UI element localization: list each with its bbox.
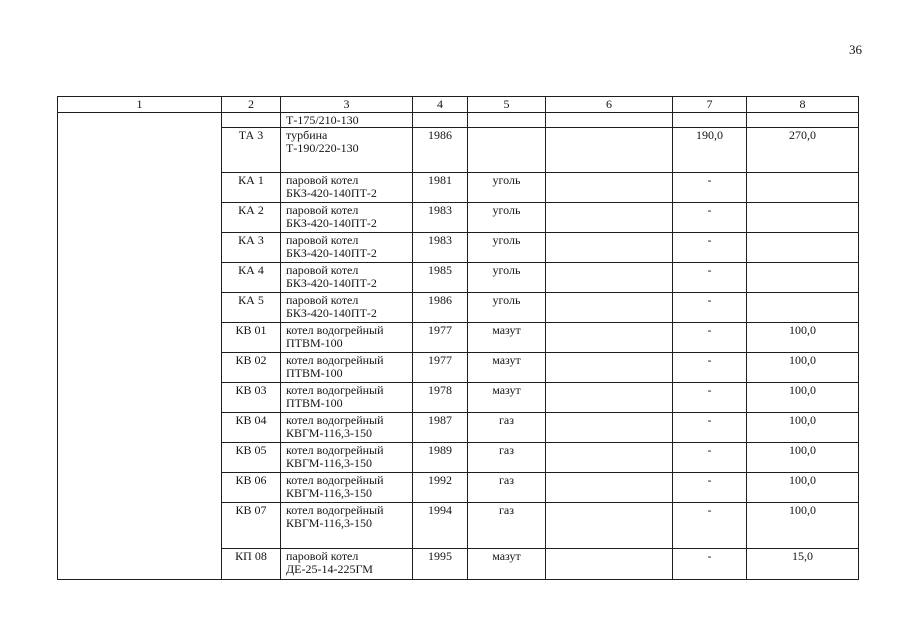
cell-code: КВ 03 <box>222 383 281 413</box>
cell-col6 <box>546 443 673 473</box>
cell-name <box>281 503 413 549</box>
cell-col8 <box>747 293 859 323</box>
cell-year: 1989 <box>413 443 468 473</box>
cell-year: 1983 <box>413 203 468 233</box>
cell-col8: 15,0 <box>747 549 859 580</box>
cell-col7: - <box>673 233 747 263</box>
cell-col7: - <box>673 549 747 580</box>
cell-code: КА 2 <box>222 203 281 233</box>
cell-col7: - <box>673 173 747 203</box>
cell-col7: - <box>673 503 747 549</box>
cell-name-type: паровой котел <box>286 549 359 563</box>
cell-name-model: ПТВМ-100 <box>286 366 343 380</box>
cell-name <box>281 173 413 203</box>
cell-code: КВ 04 <box>222 413 281 443</box>
header-col-6: 6 <box>546 97 673 113</box>
cell-name-model: ДЕ-25-14-225ГМ <box>286 562 373 576</box>
cell-col8: 100,0 <box>747 413 859 443</box>
cell-name <box>281 413 413 443</box>
cell-col6 <box>546 233 673 263</box>
header-col-3: 3 <box>281 97 413 113</box>
cell-year: 1986 <box>413 293 468 323</box>
cell-name-model: БКЗ-420-140ПТ-2 <box>286 306 377 320</box>
header-col-8: 8 <box>747 97 859 113</box>
cell-name <box>281 473 413 503</box>
cell-fuel: уголь <box>468 233 546 263</box>
cell-fuel: уголь <box>468 263 546 293</box>
cell-fuel: газ <box>468 503 546 549</box>
cell-name-model: БКЗ-420-140ПТ-2 <box>286 276 377 290</box>
cell-year <box>413 113 468 128</box>
cell-name <box>281 443 413 473</box>
cell-col7: 190,0 <box>673 128 747 173</box>
cell-fuel: газ <box>468 443 546 473</box>
cell-name-type: паровой котел <box>286 203 359 217</box>
cell-fuel: уголь <box>468 173 546 203</box>
cell-col7: - <box>673 353 747 383</box>
cell-col8: 100,0 <box>747 383 859 413</box>
cell-name-model: БКЗ-420-140ПТ-2 <box>286 246 377 260</box>
cell-name-model: БКЗ-420-140ПТ-2 <box>286 216 377 230</box>
cell-col7 <box>673 113 747 128</box>
cell-col6 <box>546 263 673 293</box>
cell-name <box>281 233 413 263</box>
cell-year: 1981 <box>413 173 468 203</box>
cell-year: 1978 <box>413 383 468 413</box>
cell-code: КВ 07 <box>222 503 281 549</box>
cell-col8: 100,0 <box>747 353 859 383</box>
cell-name-type: котел водогрейный <box>286 353 384 367</box>
cell-year: 1977 <box>413 353 468 383</box>
cell-fuel: мазут <box>468 323 546 353</box>
cell-col7: - <box>673 293 747 323</box>
table-row <box>58 113 859 128</box>
cell-year: 1992 <box>413 473 468 503</box>
cell-name <box>281 549 413 580</box>
cell-name-model: БКЗ-420-140ПТ-2 <box>286 186 377 200</box>
col-1-merged-cell <box>58 113 222 580</box>
cell-code <box>222 113 281 128</box>
cell-col6 <box>546 113 673 128</box>
cell-col7: - <box>673 413 747 443</box>
cell-col6 <box>546 549 673 580</box>
cell-name-model: Т-175/210-130 <box>286 113 359 127</box>
header-col-4: 4 <box>413 97 468 113</box>
cell-name-model: КВГМ-116,3-150 <box>286 426 373 440</box>
cell-code: КА 5 <box>222 293 281 323</box>
cell-col8 <box>747 233 859 263</box>
cell-code: КА 4 <box>222 263 281 293</box>
header-row <box>58 97 859 113</box>
cell-year: 1977 <box>413 323 468 353</box>
cell-fuel: мазут <box>468 353 546 383</box>
cell-year: 1983 <box>413 233 468 263</box>
cell-name-type: котел водогрейный <box>286 413 384 427</box>
cell-col7: - <box>673 473 747 503</box>
table-body <box>58 113 859 580</box>
cell-col6 <box>546 353 673 383</box>
cell-year: 1994 <box>413 503 468 549</box>
cell-name-type: турбина <box>286 128 328 142</box>
cell-col7: - <box>673 383 747 413</box>
cell-fuel: мазут <box>468 383 546 413</box>
cell-year: 1986 <box>413 128 468 173</box>
cell-col6 <box>546 473 673 503</box>
header-col-7: 7 <box>673 97 747 113</box>
cell-name-type: котел водогрейный <box>286 443 384 457</box>
header-col-1: 1 <box>58 97 222 113</box>
cell-name-model: КВГМ-116,3-150 <box>286 456 373 470</box>
cell-name <box>281 383 413 413</box>
cell-name <box>281 263 413 293</box>
cell-name <box>281 128 413 173</box>
cell-col8 <box>747 173 859 203</box>
cell-year: 1987 <box>413 413 468 443</box>
cell-col6 <box>546 203 673 233</box>
cell-col7: - <box>673 203 747 233</box>
cell-col8: 100,0 <box>747 473 859 503</box>
cell-code: КА 1 <box>222 173 281 203</box>
cell-col6 <box>546 128 673 173</box>
cell-name-type: котел водогрейный <box>286 473 384 487</box>
cell-code: ТА 3 <box>222 128 281 173</box>
cell-code: КВ 02 <box>222 353 281 383</box>
cell-name <box>281 323 413 353</box>
cell-name-type: котел водогрейный <box>286 323 384 337</box>
cell-name-type: паровой котел <box>286 293 359 307</box>
cell-code: КП 08 <box>222 549 281 580</box>
cell-fuel: уголь <box>468 203 546 233</box>
cell-name-model: КВГМ-116,3-150 <box>286 486 373 500</box>
cell-fuel <box>468 113 546 128</box>
cell-fuel: газ <box>468 413 546 443</box>
cell-fuel <box>468 128 546 173</box>
cell-col8 <box>747 263 859 293</box>
equipment-table <box>57 96 859 580</box>
cell-col6 <box>546 413 673 443</box>
table-header <box>58 97 859 113</box>
cell-col8: 100,0 <box>747 323 859 353</box>
cell-name <box>281 203 413 233</box>
cell-name <box>281 353 413 383</box>
page-number: 36 <box>849 42 862 57</box>
cell-name-model: КВГМ-116,3-150 <box>286 516 373 530</box>
cell-name-type: паровой котел <box>286 233 359 247</box>
cell-name-type: котел водогрейный <box>286 503 384 517</box>
cell-fuel: мазут <box>468 549 546 580</box>
cell-col7: - <box>673 263 747 293</box>
cell-col7: - <box>673 323 747 353</box>
cell-fuel: газ <box>468 473 546 503</box>
cell-col7: - <box>673 443 747 473</box>
cell-name <box>281 293 413 323</box>
cell-col8: 100,0 <box>747 443 859 473</box>
cell-name-type: паровой котел <box>286 263 359 277</box>
cell-col8: 100,0 <box>747 503 859 549</box>
cell-col6 <box>546 293 673 323</box>
cell-code: КВ 01 <box>222 323 281 353</box>
cell-col8: 270,0 <box>747 128 859 173</box>
cell-code: КА 3 <box>222 233 281 263</box>
cell-name-model: ПТВМ-100 <box>286 396 343 410</box>
cell-year: 1985 <box>413 263 468 293</box>
cell-code: КВ 05 <box>222 443 281 473</box>
cell-fuel: уголь <box>468 293 546 323</box>
cell-code: КВ 06 <box>222 473 281 503</box>
cell-col8 <box>747 203 859 233</box>
cell-name-model: Т-190/220-130 <box>286 141 359 155</box>
cell-col6 <box>546 323 673 353</box>
cell-name <box>281 113 413 128</box>
cell-name-type: паровой котел <box>286 173 359 187</box>
header-col-5: 5 <box>468 97 546 113</box>
cell-col6 <box>546 383 673 413</box>
cell-col8 <box>747 113 859 128</box>
cell-col6 <box>546 503 673 549</box>
cell-year: 1995 <box>413 549 468 580</box>
header-col-2: 2 <box>222 97 281 113</box>
cell-name-model: ПТВМ-100 <box>286 336 343 350</box>
cell-name-type: котел водогрейный <box>286 383 384 397</box>
cell-col6 <box>546 173 673 203</box>
